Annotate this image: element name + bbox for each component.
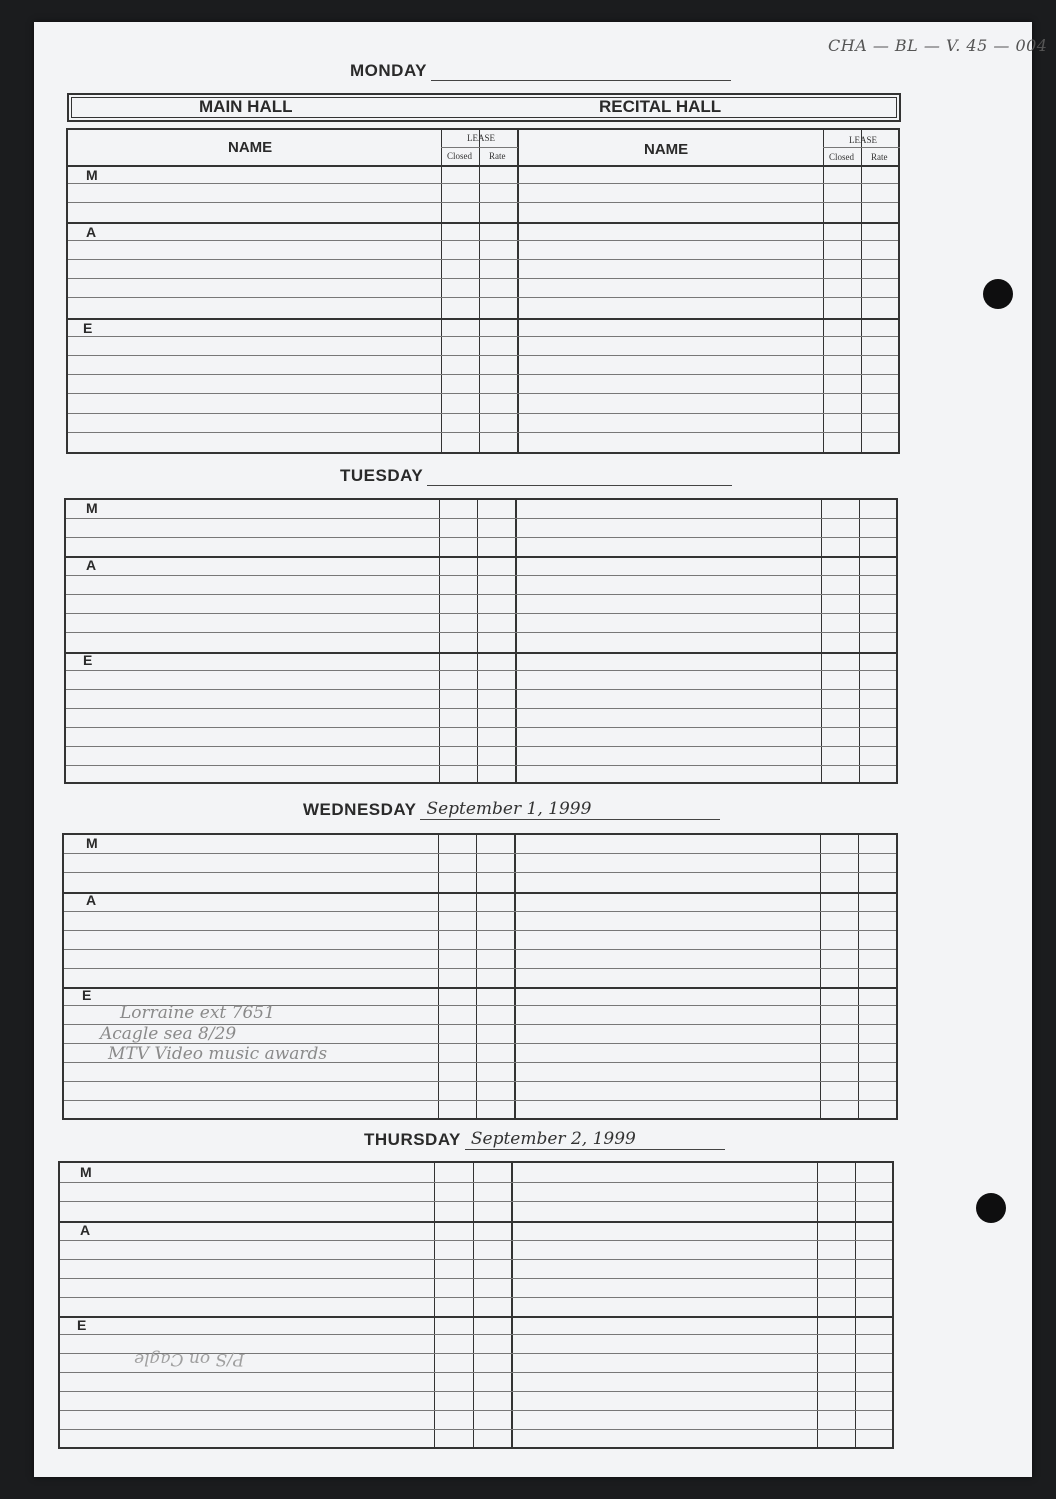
session-afternoon: A (80, 1222, 91, 1238)
lease-header: LEASE (467, 133, 495, 143)
punch-hole-top (983, 279, 1013, 309)
date-line (420, 797, 720, 820)
hall-header-bar (67, 93, 901, 122)
lease-header-recital: LEASE (849, 135, 877, 145)
session-evening: E (77, 1317, 87, 1333)
thursday-grid (58, 1161, 894, 1449)
date-line (427, 463, 732, 486)
session-evening: E (83, 320, 93, 336)
closed-header-recital: Closed (829, 152, 855, 162)
session-morning: M (86, 167, 98, 183)
punch-hole-bottom (976, 1193, 1006, 1223)
day-heading-monday (350, 58, 731, 81)
session-morning: M (86, 500, 98, 516)
day-label: THURSDAY (364, 1130, 461, 1149)
name-column-header-recital: NAME (644, 141, 689, 158)
session-afternoon: A (86, 892, 97, 908)
handwritten-entry: MTV Video music awards (108, 1044, 328, 1064)
day-date: September 2, 1999 (470, 1129, 636, 1149)
archive-reference: CHA — BL — V. 45 — 004 (828, 36, 1048, 55)
day-heading-tuesday (340, 463, 732, 486)
recital-hall-title: RECITAL HALL (599, 97, 722, 116)
wednesday-grid (62, 833, 898, 1120)
date-line (431, 58, 731, 81)
rate-header-recital: Rate (871, 152, 888, 162)
day-heading-wednesday (303, 797, 720, 820)
handwritten-entry: Acagle sea 8/29 (100, 1024, 237, 1044)
main-hall-title: MAIN HALL (199, 97, 293, 116)
session-morning: M (86, 835, 98, 851)
monday-grid (66, 128, 900, 454)
rate-header: Rate (489, 151, 506, 161)
name-column-header: NAME (228, 139, 273, 156)
handwritten-entry: P/S on Cagle (134, 1349, 245, 1369)
tuesday-grid (64, 498, 898, 784)
closed-header: Closed (447, 151, 473, 161)
day-date: September 1, 1999 (426, 799, 592, 819)
session-morning: M (80, 1164, 92, 1180)
session-afternoon: A (86, 224, 97, 240)
date-line (465, 1127, 725, 1150)
session-evening: E (82, 987, 92, 1003)
handwritten-entry: Lorraine ext 7651 (120, 1003, 275, 1023)
day-label: WEDNESDAY (303, 800, 417, 819)
day-label: TUESDAY (340, 466, 424, 485)
session-evening: E (83, 652, 93, 668)
day-label: MONDAY (350, 61, 427, 80)
session-afternoon: A (86, 557, 97, 573)
day-heading-thursday (364, 1127, 725, 1150)
